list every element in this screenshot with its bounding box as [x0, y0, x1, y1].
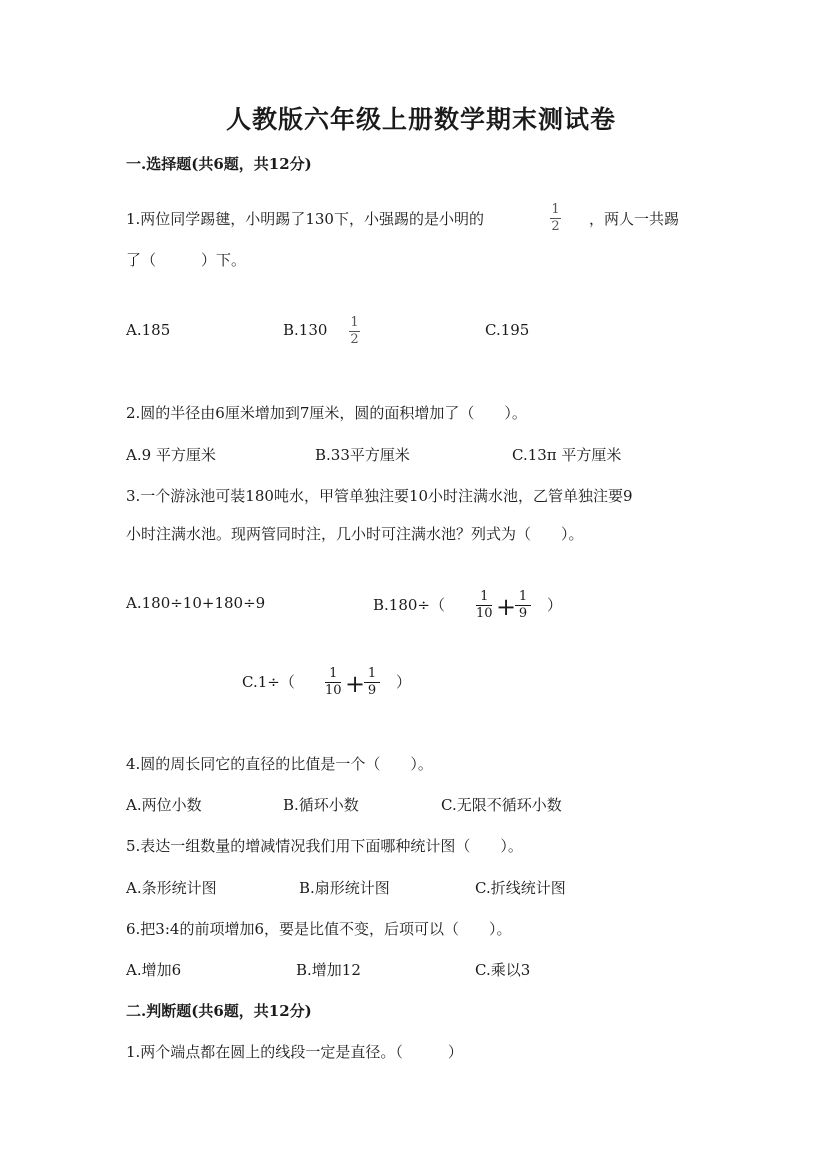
- question-3-line-1: 3.一个游泳池可装180吨水，甲管单独注要10小时注满水池，乙管单独注要9: [126, 487, 633, 505]
- fraction-numerator: 1: [480, 589, 489, 604]
- fraction-denominator: 10: [325, 683, 342, 698]
- question-2: 2.圆的半径由6厘米增加到7厘米，圆的面积增加了（ ）。: [126, 404, 527, 422]
- q3-option-b-fraction-1-9: [515, 590, 531, 621]
- q3-option-c-suffix: ）: [396, 673, 412, 691]
- q3-option-c-prefix: C.1÷（: [242, 673, 295, 691]
- q4-option-c: C.无限不循环小数: [441, 796, 562, 814]
- q4-option-a: A.两位小数: [126, 796, 202, 814]
- q3-option-b-plus-sign: +: [496, 593, 517, 621]
- q3-option-c-plus-sign: +: [345, 670, 366, 698]
- question-1-line-2: 了（ ）下。: [126, 251, 247, 269]
- question-3-line-2: 小时注满水池。现两管同时注，几小时可注满水池？列式为（ ）。: [126, 525, 584, 543]
- q6-option-b: B.增加12: [296, 961, 361, 979]
- question-1-line-1-end: ，两人一共踢: [589, 210, 680, 228]
- q5-option-a: A.条形统计图: [126, 879, 217, 897]
- q1-option-c: C.195: [485, 321, 530, 339]
- fraction-denominator: 10: [476, 606, 493, 621]
- q5-option-c: C.折线统计图: [475, 879, 566, 897]
- question-1-line-1: 1.两位同学踢毽，小明踢了130下，小强踢的是小明的: [126, 210, 484, 228]
- fraction-one-half: [550, 203, 561, 234]
- q4-option-b: B.循环小数: [283, 796, 359, 814]
- q2-option-a: A.9 平方厘米: [126, 446, 216, 464]
- page-title: 人教版六年级上册数学期末测试卷: [226, 105, 617, 134]
- q6-option-c: C.乘以3: [475, 961, 531, 979]
- fraction-numerator: 1: [367, 666, 377, 681]
- q1-option-b: B.130: [283, 321, 328, 339]
- fraction-denominator: 2: [551, 219, 560, 234]
- question-6: 6.把3:4的前项增加6，要是比值不变，后项可以（ ）。: [126, 920, 512, 938]
- q3-option-b-fraction-1-10: [476, 590, 493, 621]
- fraction-denominator: 9: [367, 683, 377, 698]
- q1-option-b-fraction: [349, 316, 360, 347]
- q1-option-a: A.185: [126, 321, 171, 339]
- fraction-numerator: 1: [350, 315, 359, 330]
- q5-option-b: B.扇形统计图: [299, 879, 390, 897]
- q3-option-c-fraction-1-10: [325, 667, 342, 698]
- fraction-denominator: 2: [350, 332, 359, 347]
- fraction-numerator: 1: [329, 666, 338, 681]
- q2-option-c: C.13π 平方厘米: [512, 446, 622, 464]
- q2-option-b: B.33平方厘米: [315, 446, 410, 464]
- q6-option-a: A.增加6: [126, 961, 182, 979]
- fraction-numerator: 1: [518, 589, 528, 604]
- q3-option-c-fraction-1-9: [364, 667, 380, 698]
- q3-option-a: A.180÷10+180÷9: [126, 594, 266, 612]
- section-heading-true-false: 二.判断题(共6题，共12分): [126, 1002, 312, 1020]
- tf-question-1: 1.两个端点都在圆上的线段一定是直径。（ ）: [126, 1043, 463, 1061]
- fraction-denominator: 9: [518, 606, 528, 621]
- section-heading-choice: 一.选择题(共6题，共12分): [126, 155, 312, 173]
- fraction-numerator: 1: [551, 202, 560, 217]
- q3-option-b-suffix: ）: [547, 596, 563, 614]
- q3-option-b-prefix: B.180÷（: [373, 596, 445, 614]
- question-5: 5.表达一组数量的增减情况我们用下面哪种统计图（ ）。: [126, 837, 523, 855]
- question-4: 4.圆的周长同它的直径的比值是一个（ ）。: [126, 755, 433, 773]
